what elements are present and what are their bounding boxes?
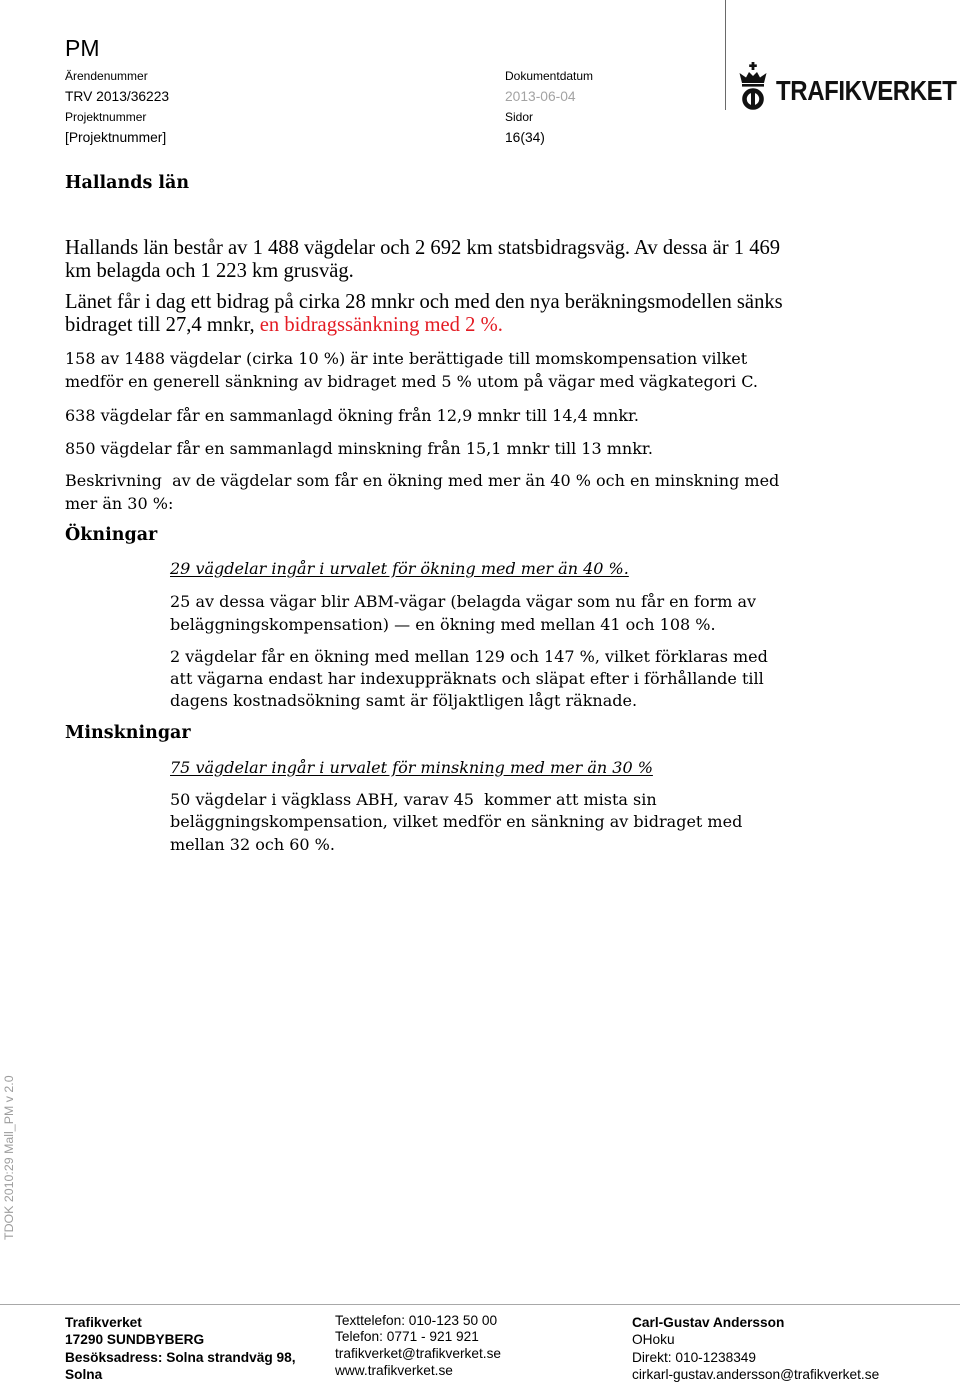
- description-intro-paragraph: Beskrivning av de vägdelar som får en ökning med mer än 40 % och en minskning med mer än 30 %:: [65, 470, 780, 513]
- footer-organization: Trafikverket: [65, 1315, 142, 1330]
- increases-selection: 29 vägdelar ingår i urvalet för ökning med mer än 40 %.: [170, 558, 629, 578]
- document-date-label: Dokumentdatum: [505, 69, 594, 83]
- crown-emblem-icon: [735, 62, 771, 110]
- total-decrease-paragraph: 850 vägdelar får en sammanlagd minskning från 15,1 mnkr till 13 mnkr.: [65, 438, 653, 458]
- footer-textphone: Texttelefon: 010-123 50 00: [335, 1312, 498, 1328]
- project-number: [Projektnummer]: [65, 130, 167, 145]
- author-unit: OHoku: [632, 1332, 675, 1348]
- section-heading: Hallands län: [65, 173, 190, 193]
- author-email: cirkarl-gustav.andersson@trafikverket.se: [632, 1366, 880, 1382]
- footer-address: [65, 1314, 296, 1383]
- increases-heading: Ökningar: [65, 525, 158, 545]
- footer-contact: [335, 1313, 501, 1380]
- author-name: Carl-Gustav Andersson: [632, 1315, 785, 1330]
- funding-text: Länet får i dag ett bidrag på cirka 28 mnkr och med den nya beräkningsmodellen sänks bidraget till 27,4 mnkr,: [65, 290, 783, 336]
- funding-highlight: en bidragssänkning med 2 %.: [259, 313, 503, 336]
- project-number-label: Projektnummer: [65, 110, 147, 124]
- funding-paragraph: [65, 291, 783, 337]
- decreases-heading: Minskningar: [65, 723, 191, 743]
- template-version-label: TDOK 2010:29 Mall_PM v 2.0: [2, 1075, 16, 1240]
- summary-paragraph: Hallands län består av 1 488 vägdelar och 2 692 km statsbidragsväg. Av dessa är 1 469 km belagda och 1 223 km grusväg.: [65, 236, 781, 282]
- increase-item: 25 av dessa vägar blir ABM-vägar (belagda vägar som nu får en form av beläggningskompensation) — en ökning med mellan 41 och 108 %.: [170, 591, 757, 634]
- author-direct-phone: Direkt: 010-1238349: [632, 1349, 757, 1365]
- increase-item: 2 vägdelar får en ökning med mellan 129 och 147 %, vilket förklaras med att vägarna endast har indexuppräknats och släpat efter i förhållande till dagens kostnadsökning samt är följaktligen lågt räknade.: [170, 647, 768, 710]
- document-date: 2013-06-04: [505, 89, 576, 104]
- pages-label: Sidor: [505, 110, 534, 124]
- case-number-label: Ärendenummer: [65, 69, 148, 83]
- footer-visiting-address: Besöksadress: Solna strandväg 98,: [65, 1349, 296, 1365]
- case-number: TRV 2013/36223: [65, 89, 170, 104]
- total-increase-paragraph: 638 vägdelar får en sammanlagd ökning från 12,9 mnkr till 14,4 mnkr.: [65, 405, 639, 425]
- footer-divider: [0, 1304, 960, 1305]
- decreases-selection: 75 vägdelar ingår i urvalet för minskning med mer än 30 %: [170, 757, 653, 777]
- footer-author: [632, 1314, 879, 1383]
- decrease-item: 50 vägdelar i vägklass ABH, varav 45 kommer att mista sin beläggningskompensation, vilket medför en sänkning av bidraget med mellan 32 och 60 %.: [170, 789, 743, 854]
- logo-divider: [725, 0, 726, 110]
- footer-postal-address: 17290 SUNDBYBERG: [65, 1332, 205, 1348]
- trafikverket-logo-text: TRAFIKVERKET: [776, 75, 957, 107]
- page-count: 16(34): [505, 130, 545, 145]
- footer-visiting-city: Solna: [65, 1366, 103, 1382]
- footer-phone: Telefon: 0771 - 921 921: [335, 1329, 479, 1345]
- document-type-title: PM: [65, 35, 100, 61]
- vat-compensation-paragraph: 158 av 1488 vägdelar (cirka 10 %) är inte berättigade till momskompensation vilket medför en generell sänkning av bidraget med 5 % utom på vägar med vägkategori C.: [65, 348, 758, 391]
- footer-email: trafikverket@trafikverket.se: [335, 1345, 502, 1361]
- footer-website: www.trafikverket.se: [335, 1362, 453, 1378]
